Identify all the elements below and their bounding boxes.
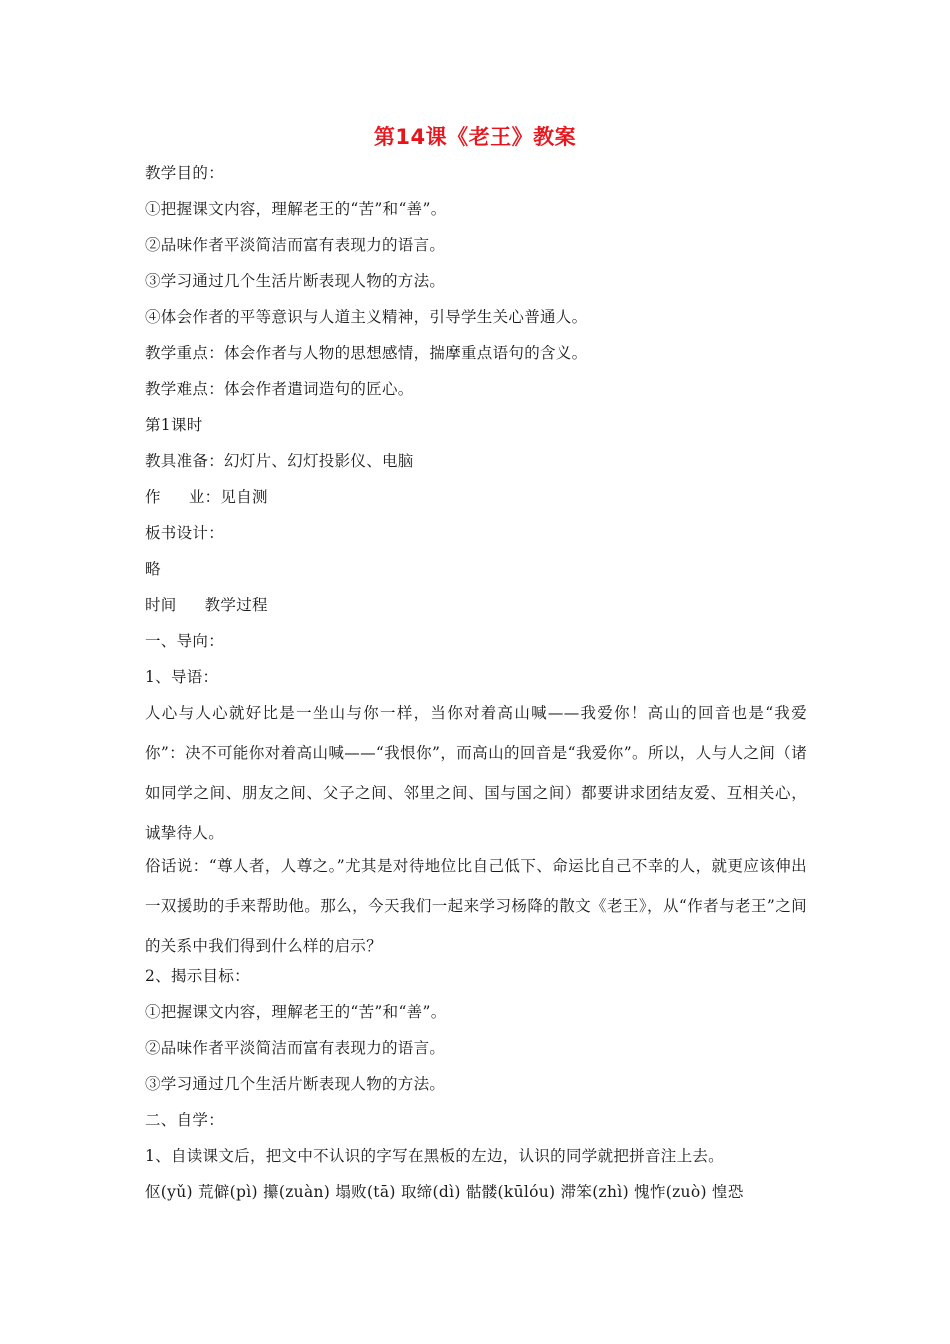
text-line: 第1课时 [145, 416, 203, 434]
section-heading: 一、导向： [145, 632, 225, 650]
text-line: 教学难点：体会作者遣词造句的匠心。 [145, 380, 414, 398]
text-line: 教具准备：幻灯片、幻灯投影仪、电脑 [145, 452, 414, 470]
time-label: 时间 [145, 596, 177, 614]
subsection-heading: 1、导语： [145, 668, 219, 686]
text-line: 1、自读课文后，把文中不认识的字写在黑板的左边，认识的同学就把拼音注上去。 [145, 1147, 724, 1165]
homework-line [145, 484, 807, 520]
subsection-heading: 2、揭示目标： [145, 967, 250, 985]
section-heading: 二、自学： [145, 1111, 225, 1129]
process-label: 教学过程 [204, 596, 268, 614]
page-title: 第14课《老王》教案 [373, 125, 577, 149]
text-line: 教学重点：体会作者与人物的思想感情，揣摩重点语句的含义。 [145, 344, 588, 362]
text-line: 教学目的： [145, 164, 225, 182]
intro-paragraph: 人心与人心就好比是一坐山与你一样，当你对着高山喊——我爱你！高山的回音也是“我爱你”：决不可能你对着高山喊——“我恨你”，而高山的回音是“我爱你”。所以，人与人之间（诸如同学之间、朋友之间、父子之间、邻里之间、国与国之间）都要讲求团结友爱、互相关心，诚挚待人。 [145, 704, 807, 842]
text-line: ③学习通过几个生活片断表现人物的方法。 [145, 1075, 446, 1093]
proverb-paragraph: 俗话说：“尊人者，人尊之。”尤其是对待地位比自己低下、命运比自己不幸的人，就更应该伸出一双援助的手来帮助他。那么，今天我们一起来学习杨降的散文《老王》，从“作者与老王”之间的关系中我们得到什么样的启示？ [145, 857, 807, 955]
text-line: ①把握课文内容，理解老王的“苦”和“善”。 [145, 1003, 447, 1021]
text-line: ①把握课文内容，理解老王的“苦”和“善”。 [145, 200, 447, 218]
text-line: 板书设计： [145, 524, 225, 542]
document-body [145, 160, 807, 1215]
vocabulary-line: 伛(yǔ) 荒僻(pì) 攥(zuàn) 塌败(tā) 取缔(dì) 骷髅(kūlóu) 滞笨(zhì) 愧怍(zuò) 惶恐 [145, 1183, 744, 1201]
time-process-header [145, 592, 807, 628]
text-line: ②品味作者平淡简洁而富有表现力的语言。 [145, 1039, 446, 1057]
text-line: ③学习通过几个生活片断表现人物的方法。 [145, 272, 446, 290]
text-line: ④体会作者的平等意识与人道主义精神，引导学生关心普通人。 [145, 308, 588, 326]
homework-label-part2: 业：见自测 [188, 488, 268, 506]
text-line: 略 [145, 560, 161, 578]
text-line: ②品味作者平淡简洁而富有表现力的语言。 [145, 236, 446, 254]
homework-label-part1: 作 [145, 488, 161, 506]
